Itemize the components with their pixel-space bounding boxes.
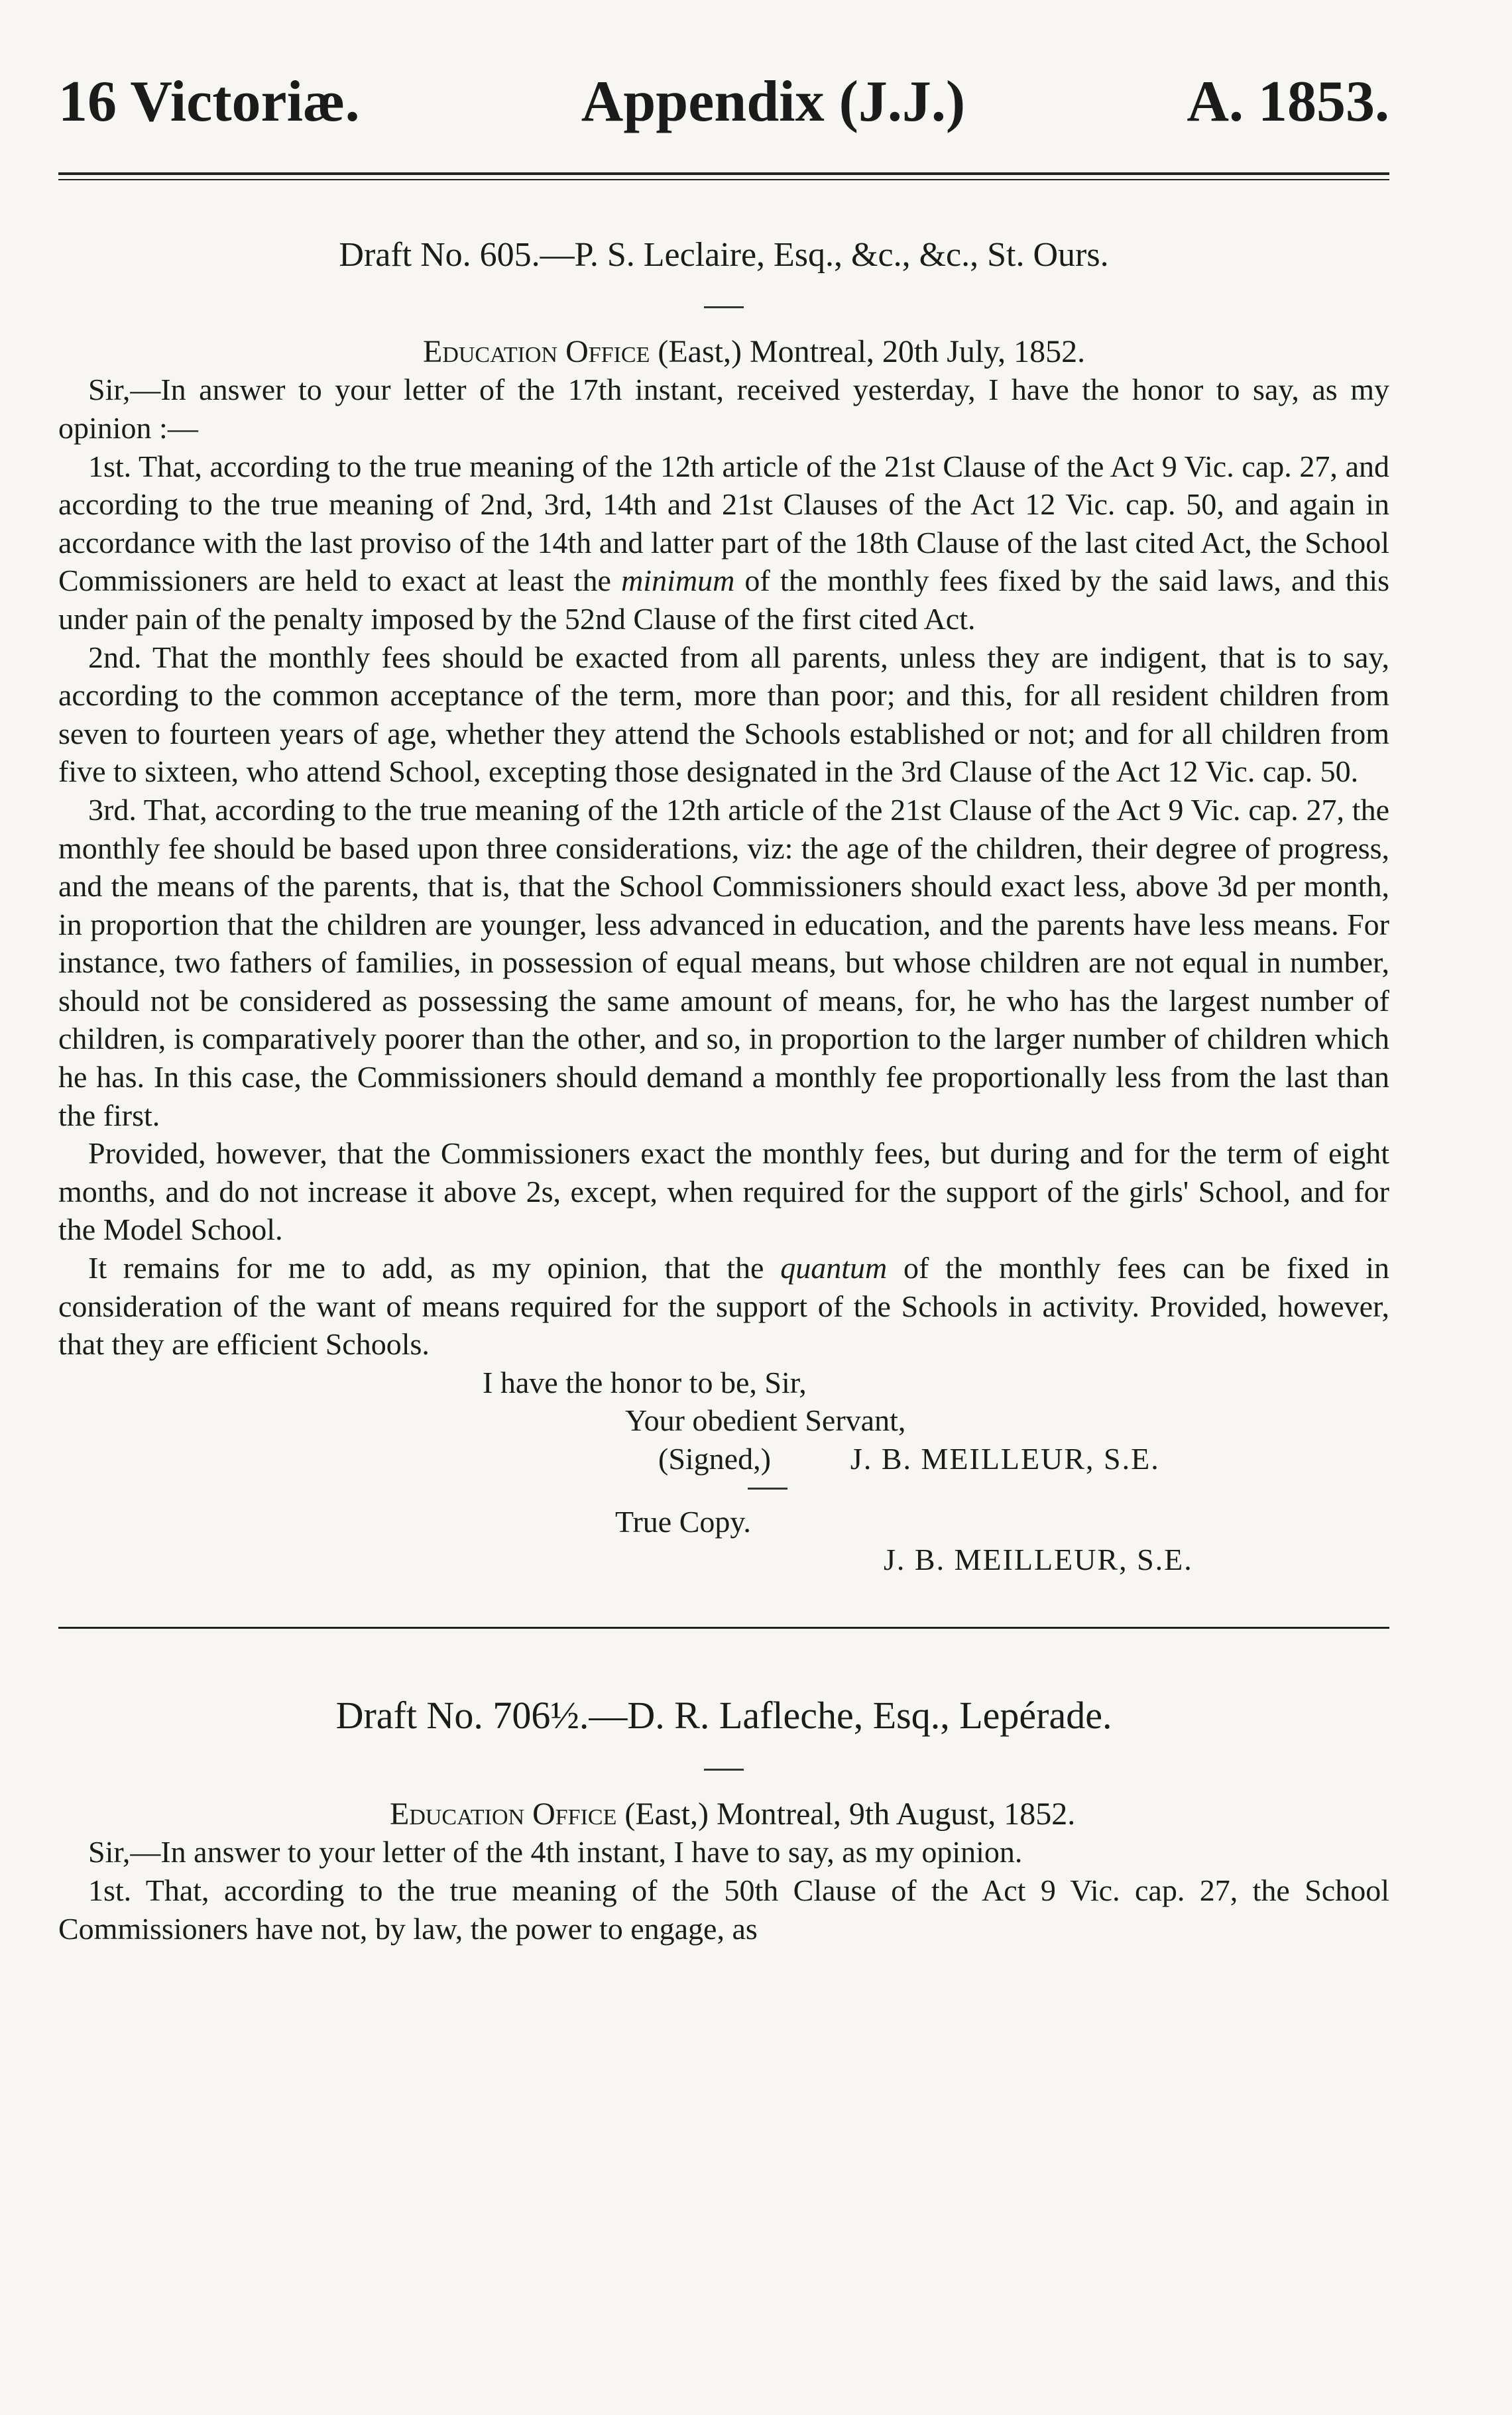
header-double-rule — [58, 172, 1389, 180]
signed-label: (Signed,) — [658, 1442, 771, 1476]
draft-605-dateline — [58, 333, 1389, 371]
dateline-office-2: Education Office — [390, 1797, 617, 1832]
signature-dash-rule — [748, 1488, 787, 1490]
section-divider-rule — [58, 1627, 1389, 1629]
draft-706-title: Draft No. 706½.—D. R. Lafleche, Esq., Lepérade. — [335, 1693, 1112, 1737]
paragraph-first-tail: of the monthly fees fixed by the said laws, and this under pain of the penalty imposed by the 52nd Clause of the first cited Act. — [58, 563, 1390, 636]
running-header — [58, 70, 1389, 134]
title-dash-rule — [704, 306, 744, 308]
closing-line-2: Your obedient Servant, — [625, 1403, 906, 1438]
minimum-italic: minimum — [621, 563, 735, 598]
salutation-paragraph: Sir,—In answer to your letter of the 17th instant, received yesterday, I have the honor to say, as my opinion :— — [58, 373, 1389, 445]
draft-706-salutation: Sir,—In answer to your letter of the 4th instant, I have to say, as my opinion. — [88, 1835, 1023, 1869]
true-copy-signature: J. B. MEILLEUR, S.E. — [884, 1543, 1193, 1577]
paragraph-remains — [58, 1249, 1389, 1364]
paragraph-second: 2nd. That the monthly fees should be exacted from all parents, unless they are indigent, that is to say, according to the common acceptance of the term, more than poor; and this, for all resident children from seven to fourteen years of age, whether they attend the Schools established or not; and for all children from five to sixteen, who attend School, excepting those designated in the 3rd Clause of the Act 12 Vic. cap. 50. — [58, 640, 1389, 789]
signoff-block — [58, 1364, 1389, 1478]
draft-706-paragraph-first: 1st. That, according to the true meaning of the 50th Clause of the Act 9 Vic. cap. 27, the School Commissioners have not, by law, the power to engage, as — [58, 1873, 1389, 1946]
header-appendix: Appendix (J.J.) — [581, 70, 966, 134]
dateline-place-date-2: (East,) Montreal, 9th August, 1852. — [616, 1797, 1076, 1832]
paragraph-proviso: Provided, however, that the Commissioners exact the monthly fees, but during and for the term of eight months, and do not increase it above 2s, except, when required for the support of the girls' School, and for the Model School. — [58, 1136, 1389, 1247]
draft-706-dateline — [58, 1796, 1389, 1833]
header-session: 16 Victoriæ. — [58, 70, 360, 134]
paragraph-first-text: 1st. That, according to the true meaning of the 12th article of the 21st Clause of the Act 9 Vic. cap. 27, and according to the true meaning of 2nd, 3rd, 14th and 21st Clauses of the Act 12 Vic. cap. 50, and again in accordance with the last proviso of the 14th and latter part of the 18th Clause of the last cited Act, the School Commissioners are held to exact at least the — [58, 449, 1389, 598]
signed-line — [58, 1440, 1389, 1478]
quantum-italic: quantum — [780, 1251, 888, 1285]
signature-name: J. B. MEILLEUR, S.E. — [850, 1442, 1160, 1476]
draft-605-title: Draft No. 605.—P. S. Leclaire, Esq., &c., &c., St. Ours. — [339, 236, 1109, 274]
paragraph-third: 3rd. That, according to the true meaning of the 12th article of the 21st Clause of the Act 9 Vic. cap. 27, the monthly fee should be based upon three considerations, viz: the age of the children, their degree of progress, and the means of the parents, that is, that the School Commissioners should exact less, above 3d per month, in proportion that the children are younger, less advanced in education, and the parents have less means. For instance, two fathers of families, in possession of equal means, but whose children are not equal in number, should not be considered as possessing the same amount of means, for, he who has the largest number of children, is comparatively poorer than the other, and so, in proportion to the larger number of children which he has. In this case, the Commissioners should demand a monthly fee proportionally less from the last than the first. — [58, 792, 1389, 1132]
paragraph-first — [58, 447, 1389, 638]
title-dash-rule-2 — [704, 1769, 744, 1771]
true-copy-label: True Copy. — [615, 1504, 751, 1539]
paragraph-remains-tail: of the monthly fees can be fixed in consideration of the want of means required for the support of the Schools in activity. Provided, however, that they are efficient Schools. — [58, 1251, 1390, 1362]
paragraph-remains-text: It remains for me to add, as my opinion, that the — [88, 1251, 764, 1285]
dateline-place-date: (East,) Montreal, 20th July, 1852. — [650, 334, 1086, 370]
closing-line-1: I have the honor to be, Sir, — [483, 1365, 807, 1399]
header-year: A. 1853. — [1187, 70, 1389, 134]
dateline-office: Education Office — [423, 334, 650, 370]
